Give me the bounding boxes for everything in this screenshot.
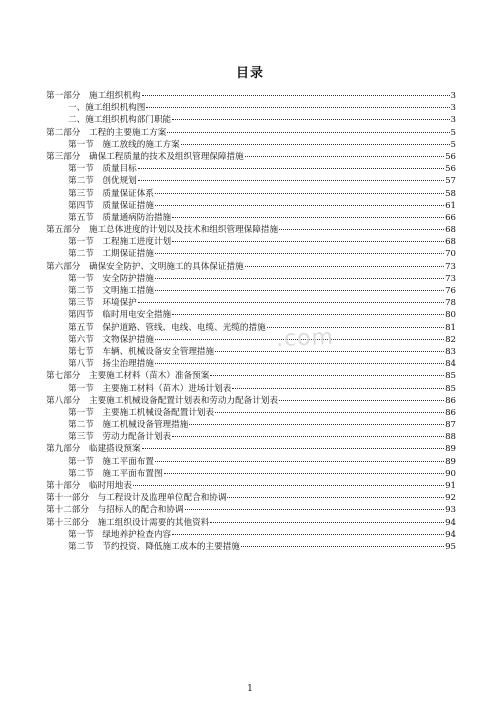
dot-leader [155, 193, 444, 194]
toc-entry-label: 二、施工组织机构部门职能 [68, 115, 172, 126]
toc-entry[interactable] [46, 188, 456, 200]
dot-leader [181, 144, 450, 145]
toc-entry-label: 第七节 车辆、机械设备安全管理措施 [68, 346, 215, 357]
dot-leader [167, 132, 449, 133]
toc-entry-page: 80 [445, 310, 456, 321]
toc-entry-page: 3 [450, 115, 456, 126]
dot-leader [138, 302, 444, 303]
toc-entry[interactable] [46, 127, 456, 139]
toc-entry-label: 第六部分 确保安全防护、文明施工的具体保证措施 [46, 261, 244, 272]
toc-entry-page: 88 [445, 432, 456, 443]
toc-entry-page: 93 [445, 505, 456, 516]
toc-entry-label: 第二节 节约投资、降低施工成本的主要措施 [68, 541, 240, 552]
toc-entry[interactable] [46, 456, 456, 468]
toc-entry[interactable] [46, 285, 456, 297]
toc-entry-label: 第二节 施工机械设备管理措施 [68, 420, 189, 431]
toc-entry-label: 第三节 环境保护 [68, 298, 137, 309]
toc-entry-label: 第二节 工期保证措施 [68, 249, 154, 260]
dot-leader [232, 388, 444, 389]
toc-entry-label: 第一节 工程施工进度计划 [68, 237, 172, 248]
toc-entry-page: 3 [450, 103, 456, 114]
dot-leader [155, 205, 444, 206]
toc-entry-page: 5 [450, 127, 456, 138]
toc-entry-page: 56 [445, 151, 456, 162]
toc-entry-label: 第一节 主要施工材料（苗木）进场计划表 [68, 383, 232, 394]
dot-leader [142, 448, 445, 449]
toc-entry-page: 61 [445, 200, 456, 211]
dot-leader [155, 253, 444, 254]
dot-leader [279, 229, 444, 230]
toc-entry-page: 92 [445, 493, 456, 504]
toc-entry-label: 第一节 安全防护措施 [68, 273, 154, 284]
toc-entry[interactable] [46, 261, 456, 273]
toc-entry-label: 第一节 施工平面布置 [68, 456, 154, 467]
toc-entry-page: 57 [445, 176, 456, 187]
toc-entry[interactable] [46, 90, 456, 102]
toc-entry-label: 第二节 创优规划 [68, 176, 137, 187]
toc-entry[interactable] [46, 151, 456, 163]
toc-entry-page: 73 [445, 273, 456, 284]
dot-leader [133, 485, 444, 486]
toc-entry[interactable] [46, 236, 456, 248]
toc-entry-page: 85 [445, 383, 456, 394]
toc-entry-page: 66 [445, 212, 456, 223]
toc-entry[interactable] [46, 248, 456, 260]
toc-entry[interactable] [46, 114, 456, 126]
toc-entry-label: 第一部分 施工组织机构 [46, 91, 141, 101]
dot-leader [215, 351, 444, 352]
toc-entry-page: 3 [450, 91, 456, 101]
toc-entry[interactable] [46, 541, 456, 553]
toc-entry[interactable] [46, 139, 456, 151]
toc-entry-label: 第二节 施工平面布置图 [68, 468, 163, 479]
toc-entry-label: 第十二部分 与招标人的配合和协调 [46, 505, 184, 516]
dot-leader [155, 363, 444, 364]
dot-leader [146, 107, 449, 108]
toc-entry-page: 90 [445, 468, 456, 479]
page-number: 1 [247, 684, 253, 694]
toc-entry-page: 94 [445, 529, 456, 540]
toc-entry-label: 第六节 文物保护措施 [68, 334, 154, 345]
toc-entry-label: 第三节 劳动力配备计划表 [68, 432, 172, 443]
toc-entry[interactable] [46, 163, 456, 175]
toc-entry-label: 第一节 质量目标 [68, 164, 137, 175]
toc-entry[interactable] [46, 212, 456, 224]
toc-entry-page: 87 [445, 420, 456, 431]
toc-entry-label: 第十三部分 施工组织设计需要的其他资料 [46, 517, 210, 528]
toc-entry-page: 5 [450, 139, 456, 150]
dot-leader [241, 546, 444, 547]
toc-entry[interactable] [46, 224, 456, 236]
toc-entry-page: 68 [445, 225, 456, 236]
toc-entry-label: 第三部分 确保工程质量的技术及组织管理保障措施 [46, 151, 244, 162]
toc-entry-page: 70 [445, 249, 456, 260]
toc-entry[interactable] [46, 297, 456, 309]
toc-entry[interactable] [46, 517, 456, 529]
toc-entry-page: 58 [445, 188, 456, 199]
toc-entry[interactable] [46, 200, 456, 212]
toc-entry[interactable] [46, 175, 456, 187]
dot-leader [210, 522, 444, 523]
toc-entry-page: 83 [445, 346, 456, 357]
toc-entry-page: 95 [445, 541, 456, 552]
toc-entry-page: 73 [445, 261, 456, 272]
toc-entry-label: 第九部分 临建搭设预案 [46, 444, 141, 455]
toc-entry[interactable] [46, 529, 456, 541]
toc-entry-page: 86 [445, 395, 456, 406]
toc-entry-page: 56 [445, 164, 456, 175]
toc-entry-page: 85 [445, 371, 456, 382]
dot-leader [245, 156, 444, 157]
dot-leader [138, 168, 444, 169]
dot-leader [155, 290, 444, 291]
toc-entry-label: 第十部分 临时用地表 [46, 481, 132, 491]
watermark: .com [275, 324, 335, 353]
toc-entry-page: 89 [445, 444, 456, 455]
toc-entry[interactable] [46, 102, 456, 114]
toc-entry-label: 第七部分 主要施工材料（苗木）准备预案 [46, 371, 210, 382]
toc-entry-page: 82 [445, 334, 456, 345]
toc-entry-page: 84 [445, 359, 456, 370]
toc-entry[interactable] [46, 370, 456, 382]
toc-entry-label: 第四节 质量保证措施 [68, 200, 154, 211]
toc-entry-label: 第一节 主要施工机械设备配置计划表 [68, 407, 215, 418]
toc-entry-page: 76 [445, 286, 456, 296]
toc-entry-label: 第一节 施工放线的施工方案 [68, 139, 180, 150]
toc-entry-page: 89 [445, 456, 456, 467]
toc-entry-page: 94 [445, 517, 456, 528]
dot-leader [155, 278, 444, 279]
toc-entry[interactable] [46, 273, 456, 285]
dot-leader [279, 400, 444, 401]
dot-leader [210, 375, 444, 376]
toc-entry-label: 第四节 临时用电安全措施 [68, 310, 172, 321]
toc-entry-page: 81 [445, 322, 456, 333]
dot-leader [189, 424, 444, 425]
toc-entry[interactable] [46, 492, 456, 504]
toc-entry[interactable] [46, 383, 456, 395]
toc-entry[interactable] [46, 419, 456, 431]
toc-entry[interactable] [46, 358, 456, 370]
toc-entry[interactable] [46, 346, 456, 358]
dot-leader [138, 180, 444, 181]
dot-leader [155, 461, 444, 462]
toc-entry-page: 86 [445, 407, 456, 418]
dot-leader [172, 217, 444, 218]
dot-leader [164, 473, 445, 474]
toc-entry-page: 78 [445, 298, 456, 309]
toc-entry[interactable] [46, 395, 456, 407]
toc-entry[interactable] [46, 480, 456, 492]
toc-entry-label: 第五部分 施工总体进度的计划以及技术和组织管理保障措施 [46, 225, 279, 236]
toc-entry[interactable] [46, 468, 456, 480]
dot-leader [172, 436, 444, 437]
toc-entry[interactable] [46, 443, 456, 455]
dot-leader [172, 241, 444, 242]
toc-entry-label: 一、施工组织机构图 [68, 103, 146, 114]
dot-leader [172, 314, 444, 315]
toc-entry[interactable] [46, 431, 456, 443]
toc-entry-page: 68 [445, 237, 456, 248]
toc-entry-label: 第十一部分 与工程设计及监理单位配合和协调 [46, 493, 227, 504]
toc-entry-label: 第三节 质量保证体系 [68, 188, 154, 199]
toc-entry-label: 第五节 质量通病防治措施 [68, 212, 172, 223]
toc-entry[interactable] [46, 407, 456, 419]
toc-entry-label: 第八节 扬尘治理措施 [68, 359, 154, 370]
dot-leader [215, 412, 444, 413]
dot-leader [227, 497, 444, 498]
dot-leader [142, 95, 450, 96]
dot-leader [172, 119, 449, 120]
dot-leader [172, 534, 444, 535]
toc-entry-page: 91 [445, 481, 456, 491]
toc-entry[interactable] [46, 334, 456, 346]
toc-entry[interactable] [46, 322, 456, 334]
dot-leader [245, 266, 444, 267]
toc-entry-label: 第一节 绿地养护检查内容 [68, 529, 172, 540]
toc-entry[interactable] [46, 504, 456, 516]
page-title: 目录 [235, 66, 264, 81]
toc-entry-label: 第二节 文明施工措施 [68, 286, 154, 296]
table-of-contents [46, 90, 456, 553]
dot-leader [185, 509, 445, 510]
toc-entry[interactable] [46, 309, 456, 321]
toc-entry-label: 第八部分 主要施工机械设备配置计划表和劳动力配备计划表 [46, 395, 279, 406]
toc-entry-label: 第二部分 工程的主要施工方案 [46, 127, 167, 138]
toc-entry-label: 第五节 保护道路、管线、电线、电缆、光缆的措施 [68, 322, 266, 333]
